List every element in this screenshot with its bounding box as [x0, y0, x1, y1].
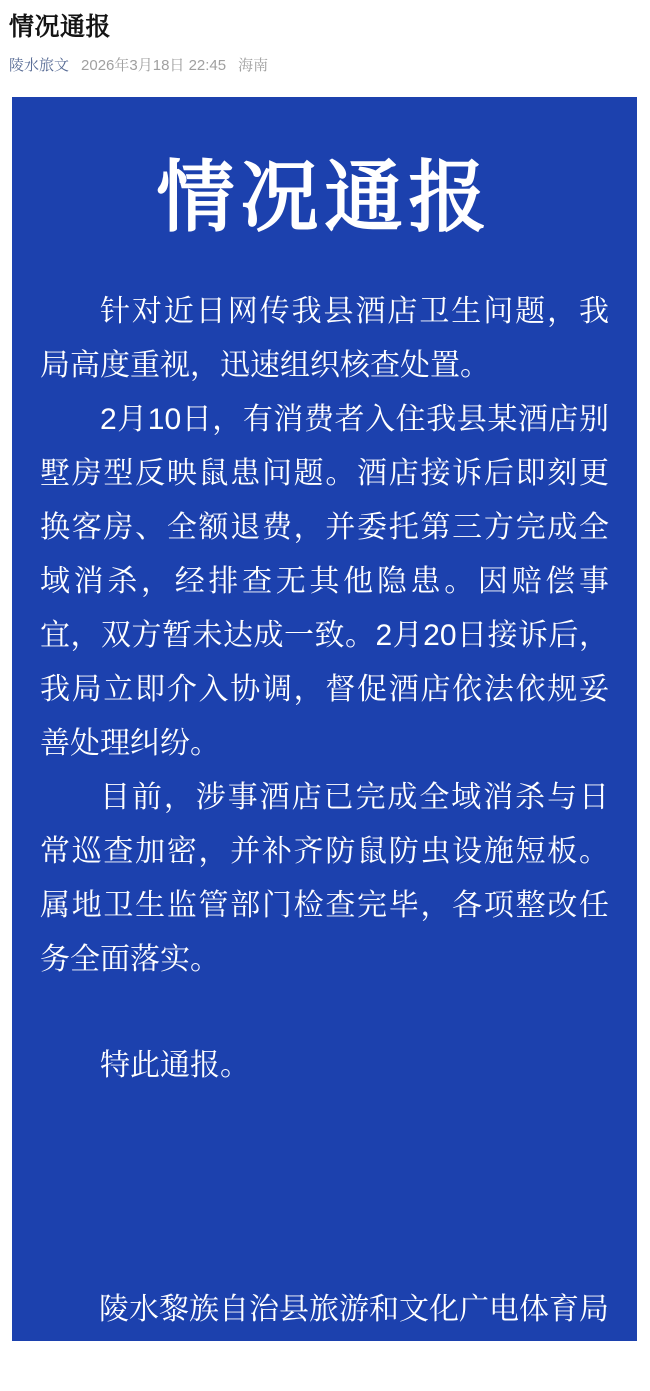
notice-paragraph: 针对近日网传我县酒店卫生问题，我局高度重视，迅速组织核查处置。	[40, 294, 609, 382]
signature-date: 2026年3月18日	[250, 1346, 458, 1380]
publish-location: 海南	[238, 56, 269, 74]
article-title: 情况通报	[9, 13, 112, 41]
notice-paragraph: 目前，涉事酒店已完成全域消杀与日常巡查加密，并补齐防鼠防虫设施短板。属地卫生监管部门检查完毕，各项整改任务全面落实。	[40, 780, 609, 976]
author-link[interactable]: 陵水旅文	[9, 56, 70, 74]
notice-image-card[interactable]	[12, 97, 637, 1380]
byline	[0, 44, 650, 76]
publish-timestamp: 2026年3月18日 22:45	[81, 56, 227, 74]
notice-title: 情况通报	[156, 153, 493, 241]
notice-closing: 特此通报。	[100, 1048, 250, 1082]
notice-paragraph: 2月10日，有消费者入住我县某酒店别墅房型反映鼠患问题。酒店接诉后即刻更换客房、全额退费，并委托第三方完成全域消杀，经排查无其他隐患。因赔偿事宜，双方暂未达成一致。2月20日接诉后，我局立即介入协调，督促酒店依法依规妥善处理纠纷。	[40, 402, 609, 760]
signature-agency: 陵水黎族自治县旅游和文化广电体育局	[99, 1292, 609, 1326]
signature-block	[99, 1283, 609, 1391]
notice-body	[40, 285, 609, 987]
